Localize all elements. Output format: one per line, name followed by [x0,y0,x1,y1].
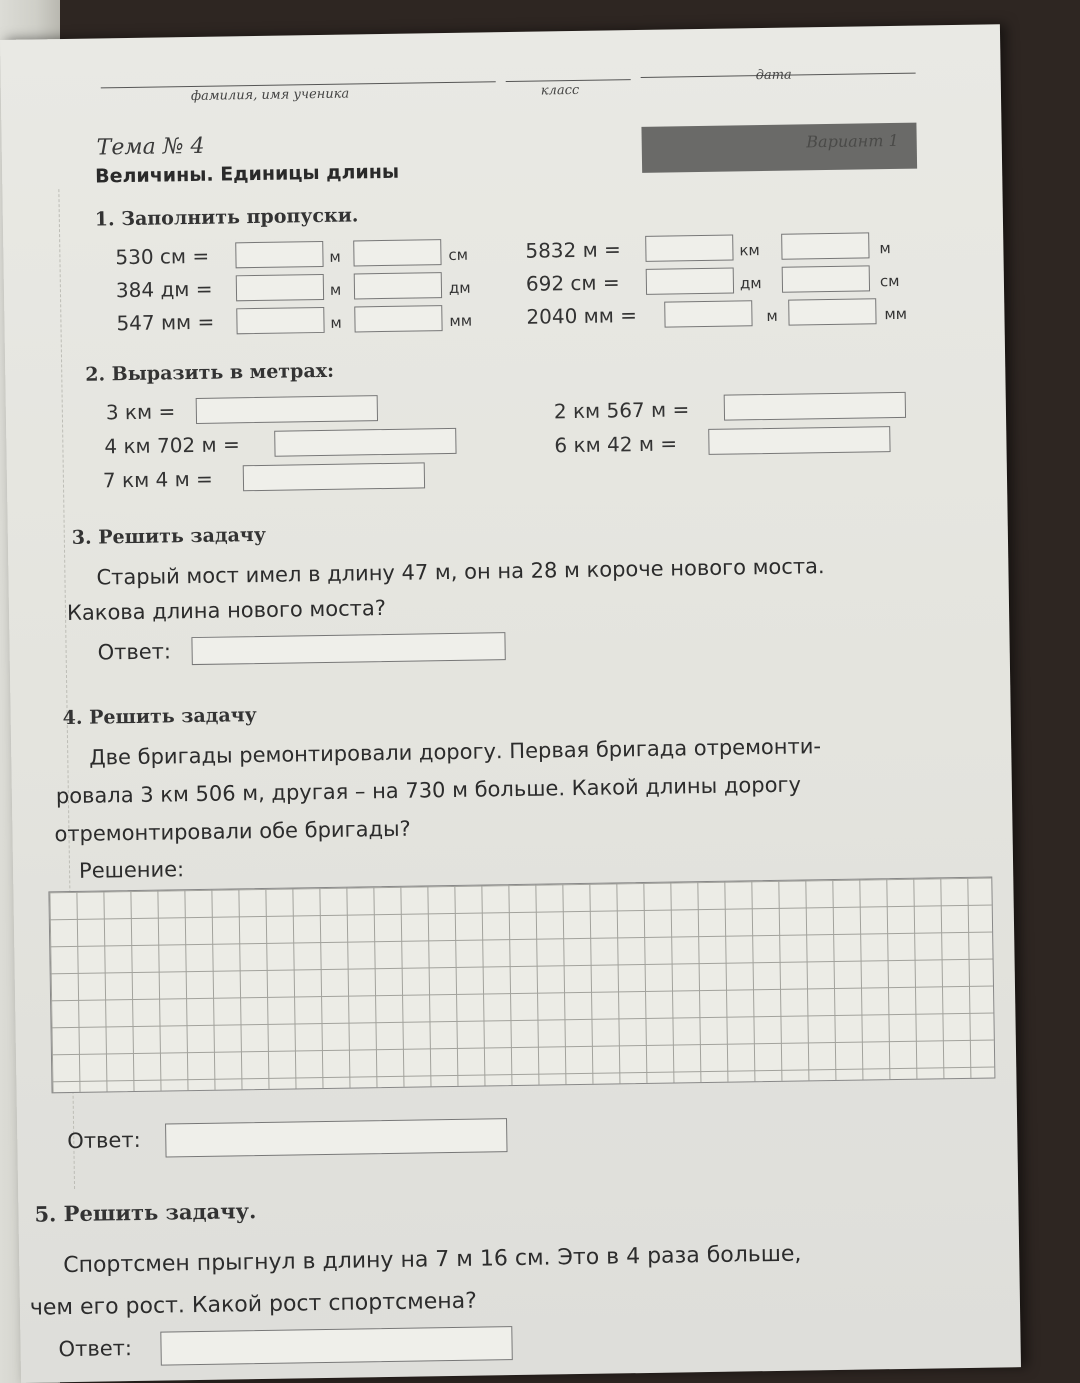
task1-unit: м [766,306,778,325]
task1-answer-box[interactable] [782,265,870,292]
task4-text-line: отремонтировали обе бригады? [54,816,411,847]
task1-answer-box[interactable] [645,235,733,262]
task1-answer-box[interactable] [354,272,442,299]
task1-title: 1. Заполнить пропуски. [94,204,359,231]
task1-unit: см [448,245,469,264]
task1-unit: дм [739,274,762,293]
date-label: дата [755,67,792,84]
task1-expr: 547 мм = [116,309,215,336]
task1-unit: мм [884,304,908,324]
task4-solution-label: Решение: [78,857,185,883]
task1-unit: мм [449,311,473,330]
task2-title: 2. Выразить в метрах: [85,359,335,386]
task1-unit: м [329,280,342,299]
task2-answer-box[interactable] [274,428,456,457]
class-label: класс [540,82,580,99]
task2-answer-box[interactable] [196,395,378,424]
variant-label: Вариант 1 [806,130,899,152]
task5-text-line: чем его рост. Какой рост спортсмена? [29,1288,478,1321]
task5-answer-box[interactable] [160,1326,512,1366]
worksheet-page [0,24,1021,1383]
task5-answer-label: Ответ: [58,1336,133,1362]
task5-title: 5. Решить задачу. [34,1198,257,1227]
task4-text-line: Две бригады ремонтировали дорогу. Первая бригада отремонти- [89,734,822,770]
task1-expr: 384 дм = [115,276,213,303]
task1-answer-box[interactable] [236,274,324,301]
task1-answer-box[interactable] [788,298,876,325]
topic-number: Тема № 4 [96,133,205,161]
task2-answer-box[interactable] [708,426,890,455]
task5-text-line: Спортсмен прыгнул в длину на 7 м 16 см. Это в 4 раза больше, [63,1241,802,1279]
task1-answer-box[interactable] [353,239,441,266]
task1-expr: 692 см = [525,270,620,296]
task3-text-line: Старый мост имел в длину 47 м, он на 28 м короче нового моста. [96,554,825,590]
task1-answer-box[interactable] [235,241,323,268]
task1-unit: км [739,241,760,260]
task4-answer-box[interactable] [165,1118,507,1157]
task2-expr: 2 км 567 м = [553,397,690,424]
task1-answer-box[interactable] [781,232,869,259]
task1-unit: м [879,239,891,258]
task1-answer-box[interactable] [354,305,442,332]
task2-expr: 6 км 42 м = [554,431,678,458]
task1-answer-box[interactable] [236,307,324,334]
class-line[interactable] [506,79,631,82]
task4-text-line: ровала 3 км 506 м, другая – на 730 м больше. Какой длины дорогу [55,772,802,809]
task2-answer-box[interactable] [724,392,906,421]
task2-expr: 7 км 4 м = [102,466,214,493]
task4-answer-label: Ответ: [67,1127,141,1154]
task3-title: 3. Решить задачу [71,523,267,549]
task1-unit: м [329,247,341,266]
task1-unit: дм [448,278,471,297]
task3-answer-label: Ответ: [97,639,172,665]
variant-badge [641,123,917,173]
task1-unit: м [330,313,342,332]
topic-title: Величины. Единицы длины [94,160,400,188]
task3-text-line: Какова длина нового моста? [66,596,387,626]
task2-expr: 4 км 702 м = [104,432,240,459]
task1-expr: 530 см = [115,243,210,270]
task1-expr: 2040 мм = [526,303,638,329]
task1-answer-box[interactable] [646,268,734,295]
task1-answer-box[interactable] [664,300,752,327]
name-label: фамилия, имя ученика [190,86,350,105]
task4-title: 4. Решить задачу [62,704,257,730]
task1-unit: см [879,271,900,291]
task2-expr: 3 км = [105,399,176,425]
task1-expr: 5832 м = [525,237,622,263]
task3-answer-box[interactable] [191,632,505,665]
task2-answer-box[interactable] [243,462,425,491]
solution-grid[interactable] [48,877,995,1094]
